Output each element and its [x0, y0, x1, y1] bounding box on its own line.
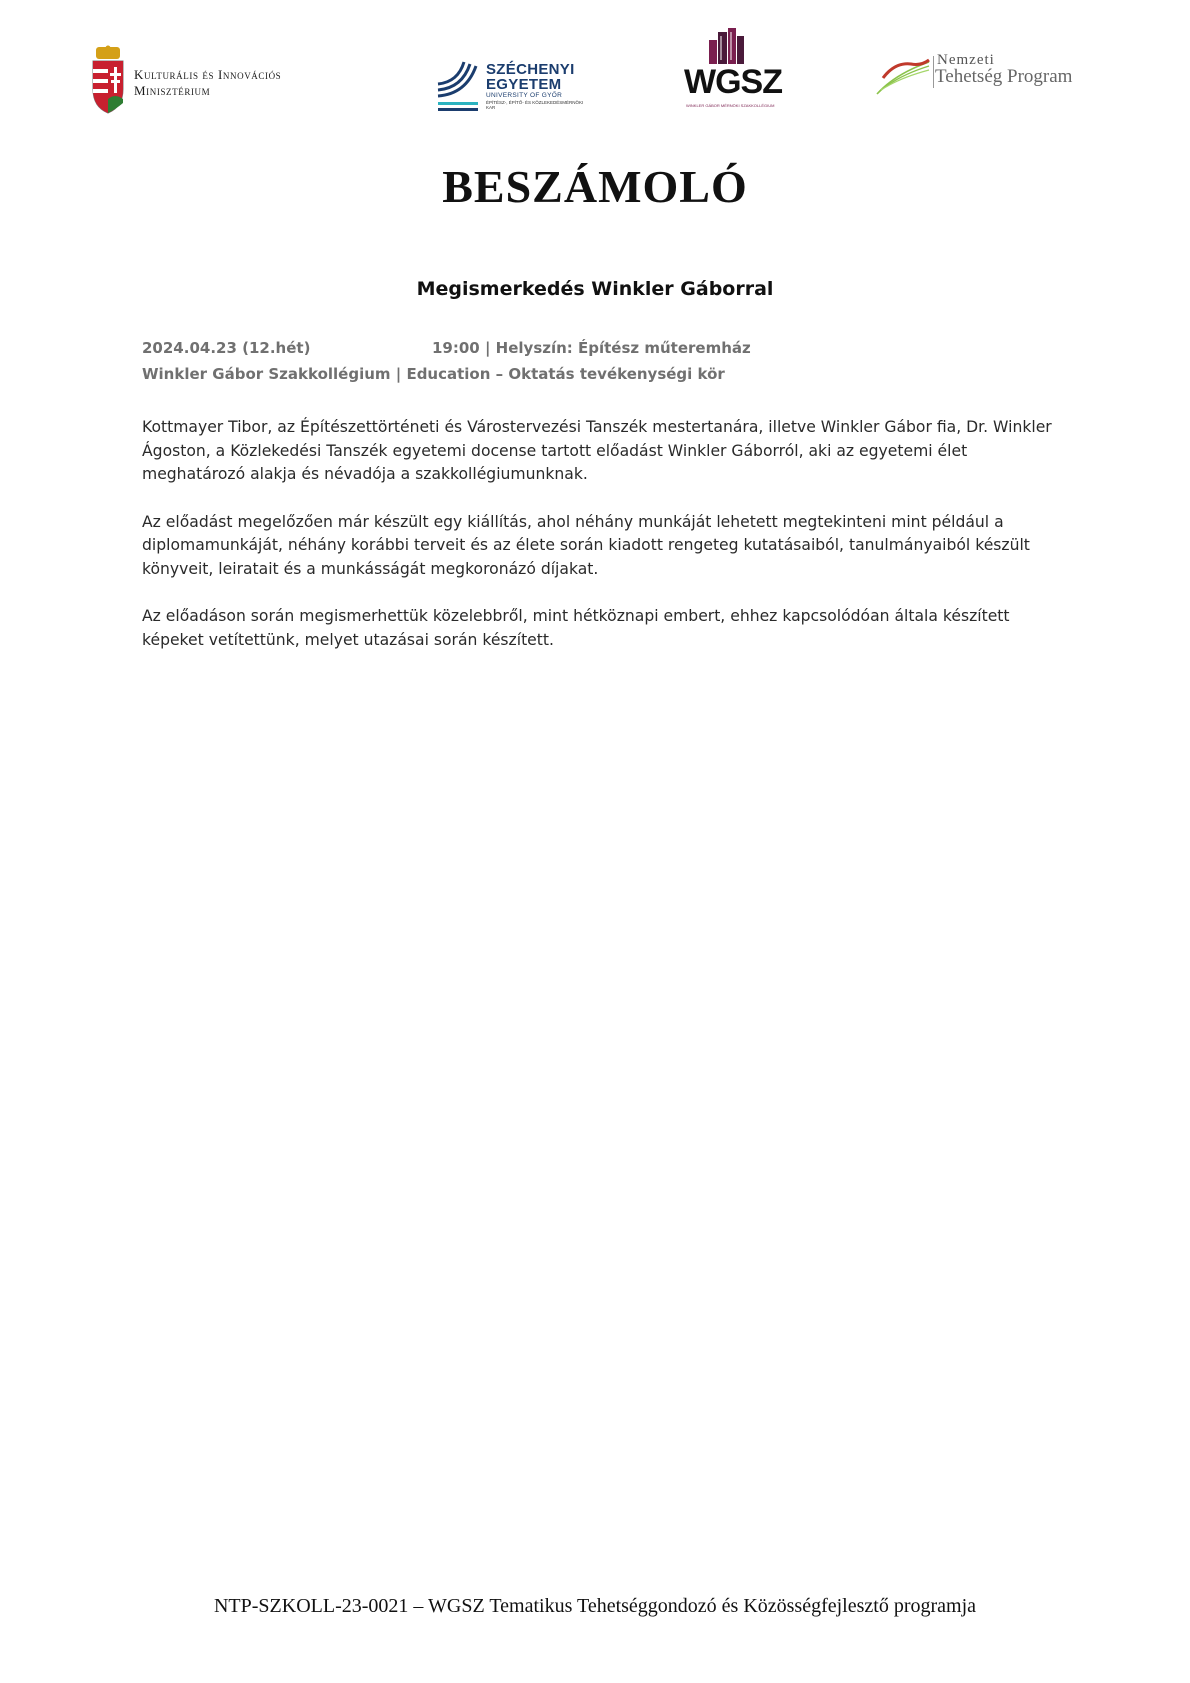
hungarian-coat-of-arms-icon	[90, 45, 126, 115]
page-title: BESZÁMOLÓ	[442, 161, 748, 212]
building-icon	[707, 28, 745, 64]
report-paragraph: Az előadáson során megismerhettük közelebbről, mint hétköznapi embert, ehhez kapcsolódóan általa készített képeket vetítettünk, melyet utazásai során készített.	[142, 607, 1010, 649]
report-body	[142, 416, 1062, 676]
event-time-location: 19:00 | Helyszín: Építész műteremház	[432, 339, 751, 357]
university-title	[486, 62, 575, 92]
ministry-logo	[90, 45, 330, 115]
ntp-divider	[933, 56, 934, 88]
event-title: Megismerkedés Winkler Gáborral	[416, 278, 774, 300]
university-arcs-icon	[434, 58, 482, 114]
wgsz-wordmark: WGSZ	[684, 63, 782, 101]
ministry-name-line2: Minisztérium	[134, 83, 211, 98]
university-subtitle: UNIVERSITY OF GYŐR	[486, 92, 563, 99]
ntp-logo	[875, 52, 1090, 102]
university-title-line1: SZÉCHENYI	[486, 61, 575, 78]
report-paragraph: Kottmayer Tibor, az Építészettörténeti és Várostervezési Tanszék mestertanára, illetve Winkler Gábor fia, Dr. Winkler Ágoston, a Közlekedési Tanszék egyetemi docense tartott előadást Winkler Gáborról, aki az egyetemi élet meghatározó alakja és névadója a szakkollégiumunknak.	[142, 418, 1052, 483]
logo-bar	[0, 0, 1190, 130]
university-logo	[434, 58, 609, 118]
university-faculty: ÉPÍTÉSZ-, ÉPÍTŐ- ÉS KÖZLEKEDÉSMÉRNÖKI KAR	[486, 100, 584, 110]
ntp-wave-icon	[875, 56, 933, 96]
ntp-name-line2: Tehetség Program	[935, 66, 1073, 87]
ministry-name	[134, 67, 281, 99]
university-title-line2: EGYETEM	[486, 76, 562, 93]
wgsz-logo	[682, 28, 782, 113]
ntp-name-line1: Nemzeti	[937, 52, 995, 68]
event-date: 2024.04.23 (12.hét)	[142, 339, 311, 357]
ministry-name-line1: Kulturális és Innovációs	[134, 67, 282, 82]
report-paragraph: Az előadást megelőzően már készült egy kiállítás, ahol néhány munkáját lehetett megtekinteni mint például a diplomamunkáját, néhány korábbi terveit és az élete során kiadott rengeteg kutatásaiból, tanulmányaiból készült könyveit, leiratait és a munkásságát megkoronázó díjakat.	[142, 512, 1030, 578]
wgsz-subtitle: WINKLER GÁBOR MÉRNÖKI SZAKKOLLÉGIUM	[686, 103, 775, 108]
footer-program-id: NTP-SZKOLL-23-0021 – WGSZ Tematikus Tehetséggondozó és Közösségfejlesztő programja	[213, 1595, 977, 1617]
event-organizer: Winkler Gábor Szakkollégium | Education – Oktatás tevékenységi kör	[142, 365, 725, 383]
